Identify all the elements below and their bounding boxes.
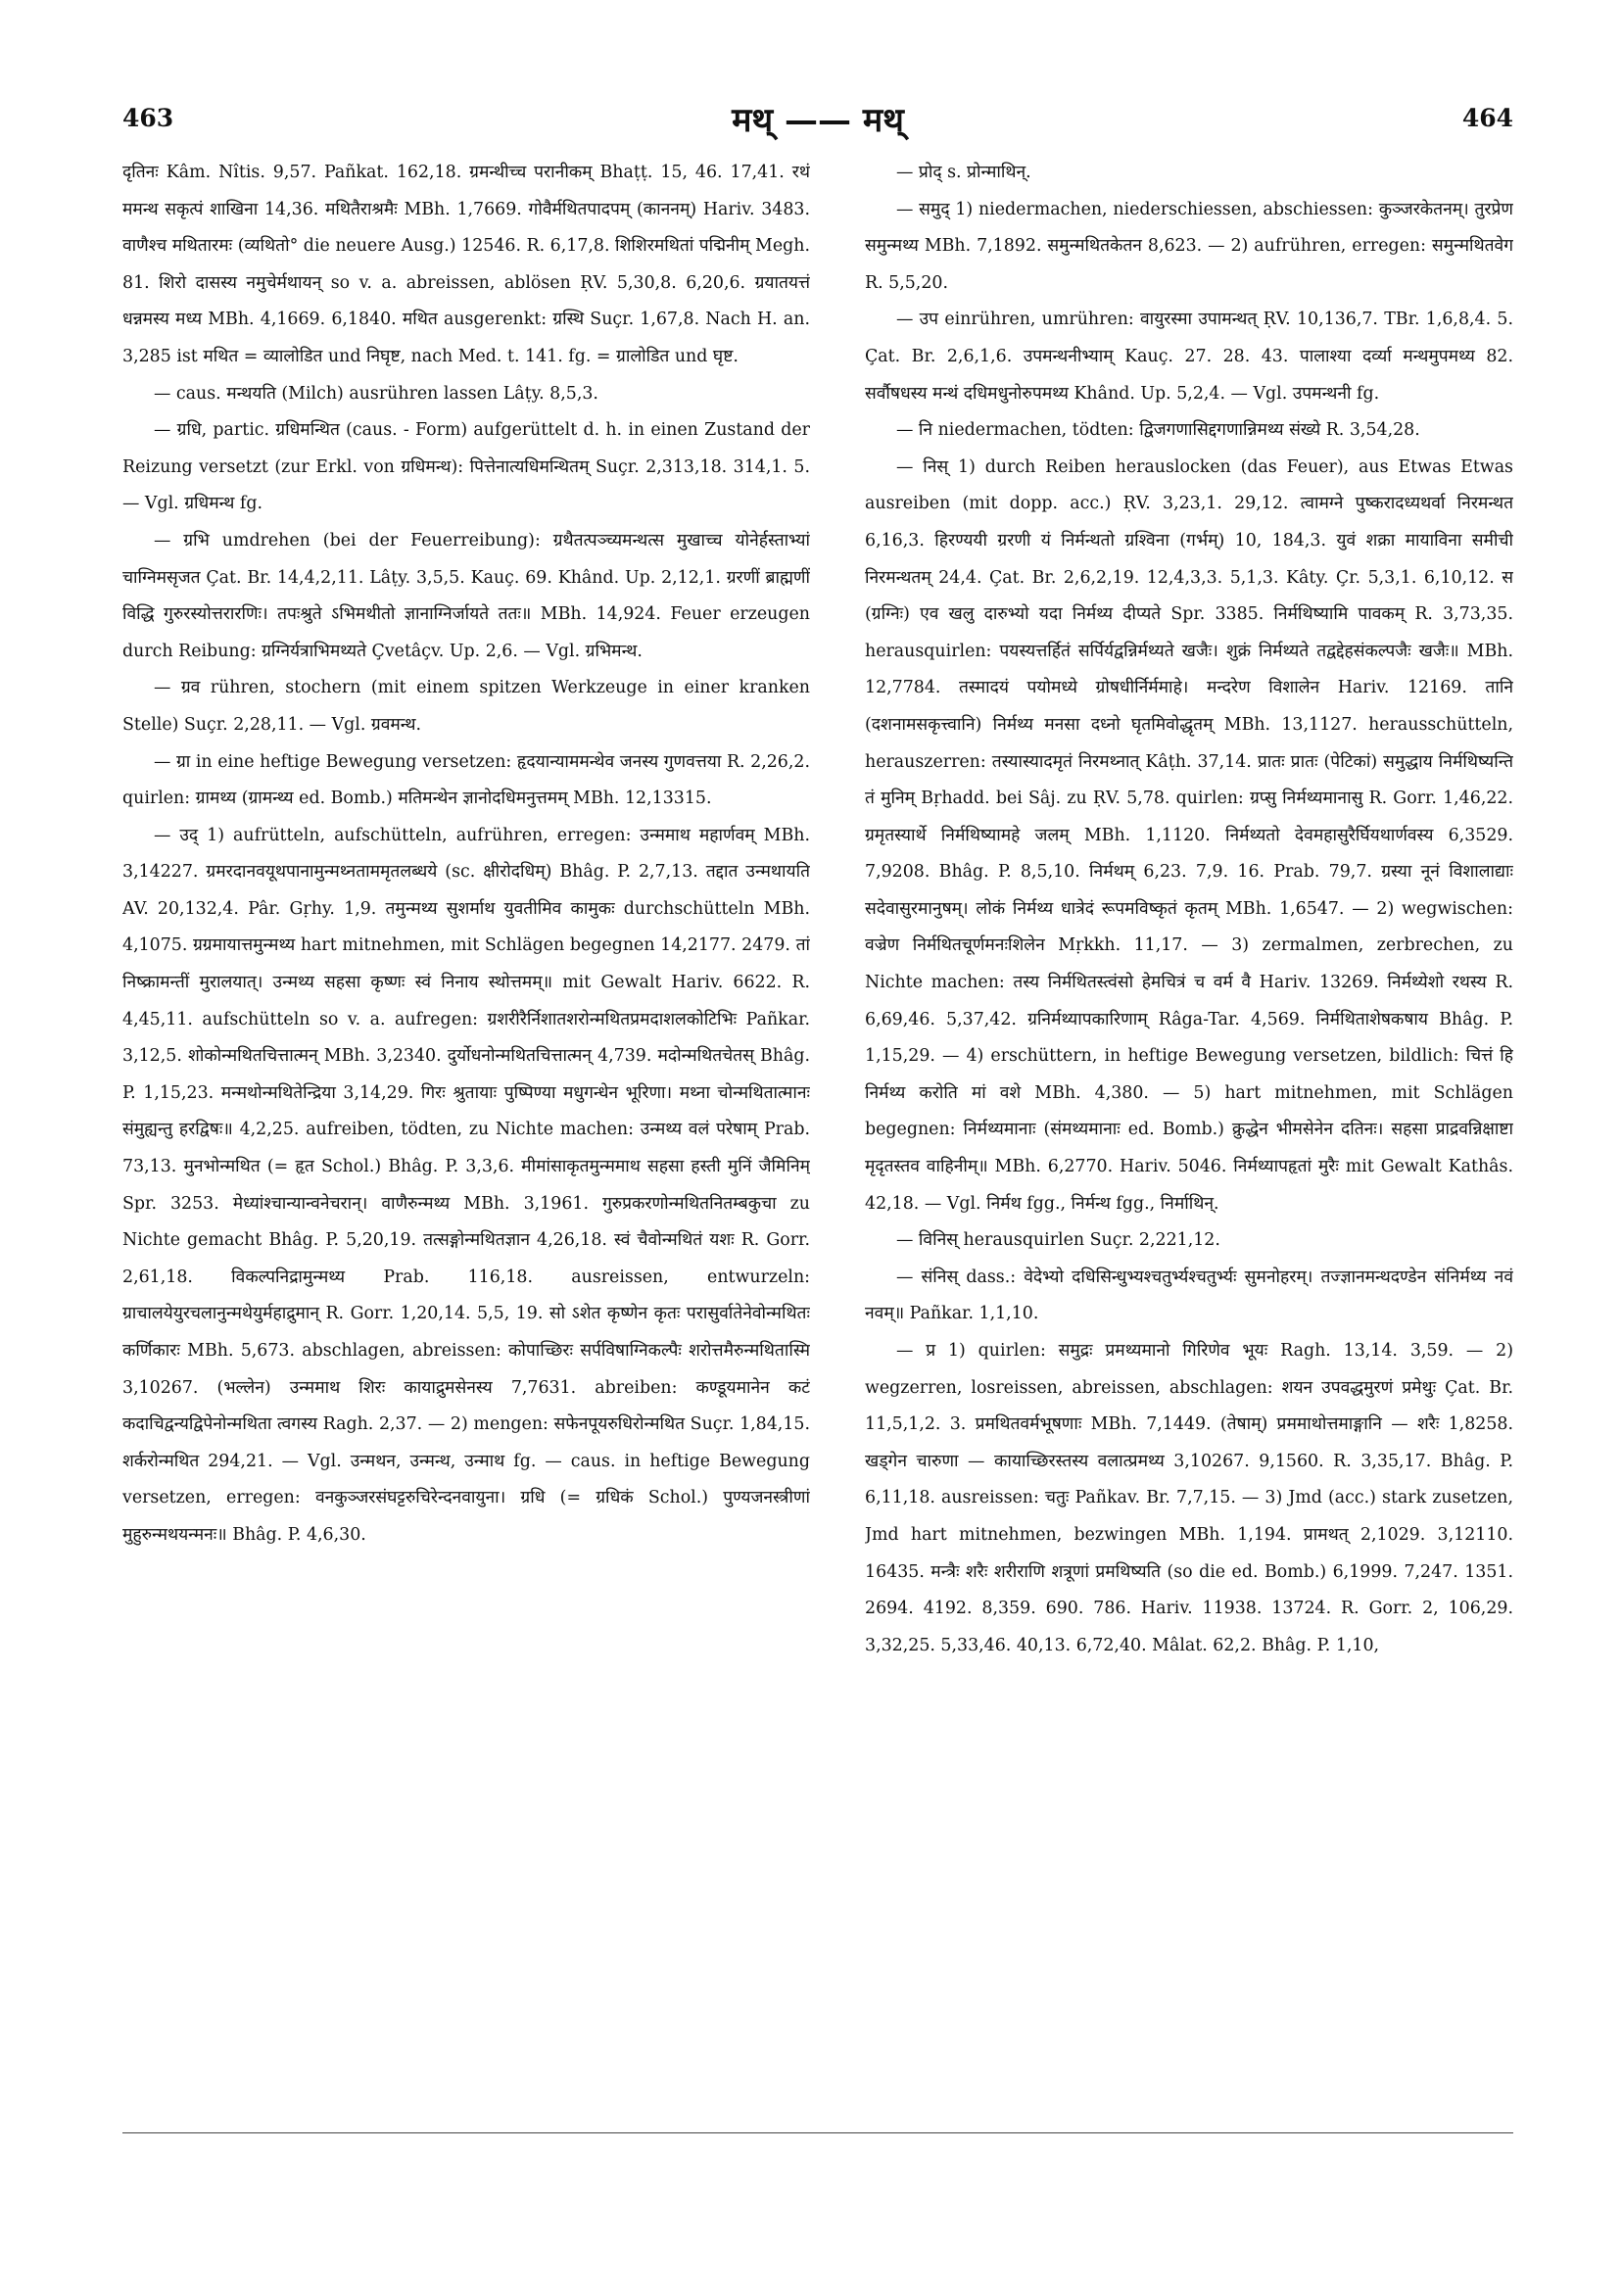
entry-paragraph: — ग्रधि, partic. ग्रधिमन्थित (caus. - Form) aufgerüttelt d. h. in einen Zustand der Reizung versetzt (zur Erkl. von ग्रधिमन्थ): पित्तेनात्यधिमन्थितम् Suçr. 2,313,18. 314,1. 5. — Vgl. ग्रधिमन्थ fg. [122,420,810,514]
entry-paragraph: — नि niedermachen, tödten: द्विजगणासिद्दगणान्निमथ्य संख्ये R. 3,54,28. [896,420,1420,441]
left-column [122,155,810,2124]
entry-paragraph: — ग्रभि umdrehen (bei der Feuerreibung): ग्रथैतत्पञ्च्यमन्थत्स मुखाच्च योनेर्हस्ताभ्यां चाग्निमसृजत Çat. Br. 14,4,2,11. Lâṭy. 3,5,5. Kauç. 69. Khând. Up. 2,12,1. ग्ररणीं ब्राह्मणीं विद्धि गुरुरस्योत्तरारणिः। तपःश्रुते ऽभिमथीतो ज्ञानाग्निर्जायते ततः॥ MBh. 14,924. Feuer erzeugen durch Reibung: ग्रग्निर्यत्राभिमथ्यते Çvetâçv. Up. 2,6. — Vgl. ग्रभिमन्थ. [122,530,810,661]
entry-paragraph: — संनिस् dass.: वेदेभ्यो दधिसिन्धुभ्यश्चतुर्भ्यश्चतुर्भ्यः सुमनोहरम्। तज्ज्ञानमन्थदण्डेन संनिर्मथ्य नवं नवम्॥ Pañkar. 1,1,10. [865,1267,1513,1324]
left-page-number: 463 [122,104,174,132]
entry-paragraph: दृतिनः Kâm. Nîtis. 9,57. Pañkat. 162,18. ग्रमन्थीच्च परानीकम् Bhaṭṭ. 15, 46. 17,41. रथं ममन्थ सकृत्पं शाखिना 14,36. मथितैराश्रमैः MBh. 1,7669. गोवैर्मथितपादपम् (काननम्) Hariv. 3483. वाणैश्च मथितारमः (व्यथितो° die neuere Ausg.) 12546. R. 6,17,8. शिशिरमथितां पद्मिनीम् Megh. 81. शिरो दासस्य नमुचेर्मथायन् so v. a. abreissen, ablösen ṚV. 5,30,8. 6,20,6. ग्रयातयत्तं धन्नमस्य मध्य MBh. 4,1669. 6,1840. मथित ausgerenkt: ग्रस्थि Suçr. 1,67,8. Nach H. an. 3,285 ist मथित = व्यालोडित und निघृष्ट, nach Med. t. 141. fg. = ग्रालोडित und घृष्ट. [122,163,810,366]
page-header [122,96,1513,139]
right-column [865,155,1513,2124]
footer-rule [122,2132,1513,2133]
running-title: मथ् —— मथ् [732,101,904,140]
entry-paragraph: — उद् 1) aufrütteln, aufschütteln, aufrühren, erregen: उन्ममाथ महार्णवम् MBh. 3,14227. ग्रमरदानवयूथपानामुन्मथ्नताममृतलब्धये (sc. क्षीरोदधिम्) Bhâg. P. 2,7,13. तद्दात उन्मथायति AV. 20,132,4. Pâr. Gṛhy. 1,9. तमुन्मथ्य सुशर्माथ युवतीमिव कामुकः durchschütteln MBh. 4,1075. ग्रग्रमायात्तमुन्मथ्य hart mitnehmen, mit Schlägen begegnen 14,2177. 2479. तां निष्क्रामन्तीं मुरालयात्। उन्मथ्य सहसा कृष्णः स्वं निनाय स्थोत्तमम्॥ mit Gewalt Hariv. 6622. R. 4,45,11. aufschütteln so v. a. aufregen: ग्रशरीरैर्निशातशरोन्मथितप्रमदाशलकोटिभिः Pañkar. 3,12,5. शोकोन्मथितचित्तात्मन् MBh. 3,2340. दुर्योधनोन्मथितचित्तात्मन् 4,739. मदोन्मथितचेतस् Bhâg. P. 1,15,23. मन्मथोन्मथितेन्द्रिया 3,14,29. गिरः श्रुतायाः पुष्पिण्या मधुगन्धेन भूरिणा। मथ्ना चोन्मथितात्मानः संमुह्यन्तु हरद्विषः॥ 4,2,25. aufreiben, tödten, zu Nichte machen: उन्मथ्य वलं परेषाम् Prab. 73,13. मुनभोन्मथित (= हृत Schol.) Bhâg. P. 3,3,6. मीमांसाकृतमुन्ममाथ सहसा हस्ती मुनिं जैमिनिम् Spr. 3253. मेध्यांश्चान्यान्वनेचरान्। वाणैरुन्मथ्य MBh. 3,1961. गुरुप्रकरणोन्मथितनितम्बकुचा zu Nichte gemacht Bhâg. P. 5,20,19. तत्सङ्गोन्मथितज्ञान 4,26,18. स्वं चैवोन्मथितं यशः R. Gorr. 2,61,18. विकल्पनिद्रामुन्मथ्य Prab. 116,18. ausreissen, entwurzeln: ग्राचालयेयुरचलानुन्मथेयुर्महाद्रुमान् R. Gorr. 1,20,14. 5,5, 19. सो ऽशेत कृष्णेन कृतः परासुर्वातेनेवोन्मथितः कर्णिकारः MBh. 5,673. abschlagen, abreissen: कोपाच्छिरः सर्पविषाग्निकल्पैः शरोत्तमैरुन्मथितास्मि 3,10267. (भल्लेन) उन्ममाथ शिरः कायाद्रुमसेनस्य 7,7631. abreiben: कण्डूयमानेन कटं कदाचिद्वन्यद्विपेनोन्मथिता त्वगस्य Ragh. 2,37. — 2) mengen: सफेनपूयरुधिरोन्मथित Suçr. 1,84,15. शर्करोन्मथित 294,21. — Vgl. उन्मथन, उन्मन्थ, उन्माथ fg. — caus. in heftige Bewegung versetzen, erregen: वनकुञ्जरसंघट्टरुचिरेन्दनवायुना। ग्रधि (= ग्रधिकं Schol.) पुण्यजनस्त्रीणां मुहुरुन्मथयन्मनः॥ Bhâg. P. 4,6,30. [122,825,810,1545]
entry-paragraph: — ग्रा in eine heftige Bewegung versetzen: हृदयान्याममन्थेव जनस्य गुणवत्तया R. 2,26,2. quirlen: ग्रामथ्य (ग्रामन्थ्य ed. Bomb.) मतिमन्थेन ज्ञानोदधिमनुत्तमम् MBh. 12,13315. [122,751,810,809]
entry-paragraph: — विनिस् herausquirlen Suçr. 2,221,12. [896,1230,1220,1251]
entry-paragraph: — ग्रव rühren, stochern (mit einem spitzen Werkzeuge in einer kranken Stelle) Suçr. 2,28,11. — Vgl. ग्रवमन्थ. [122,678,810,735]
right-page-number: 464 [1461,104,1513,132]
entry-paragraph: — प्र 1) quirlen: समुद्रः प्रमथ्यमानो गिरिणेव भूयः Ragh. 13,14. 3,59. — 2) wegzerren, losreissen, abreissen, abschlagen: शयन उपवद्धमुरणं प्रमेथुः Çat. Br. 11,5,1,2. 3. प्रमथितवर्मभूषणाः MBh. 7,1449. (तेषाम्) प्रममाथोत्तमाङ्गानि — शरैः 1,8258. खड्गेन चारुणा — कायाच्छिरस्तस्य वलात्प्रमथ्य 3,10267. 9,1560. R. 3,35,17. Bhâg. P. 6,11,18. ausreissen: चतुः Pañkav. Br. 7,7,15. — 3) Jmd (acc.) stark zusetzen, Jmd hart mitnehmen, bezwingen MBh. 1,194. प्रामथत् 2,1029. 3,12110. 16435. मन्त्रैः शरैः शरीराणि शत्रूणां प्रमथिष्यति (so die ed. Bomb.) 6,1999. 7,247. 1351. 2694. 4192. 8,359. 690. 786. Hariv. 11938. 13724. R. Gorr. 2, 106,29. 3,32,25. 5,33,46. 40,13. 6,72,40. Mâlat. 62,2. Bhâg. P. 1,10, [865,1341,1513,1655]
entry-paragraph: — प्रोद् s. प्रोन्माथिन्. [896,163,1031,182]
entry-paragraph: — caus. मन्थयति (Milch) ausrühren lassen Lâṭy. 8,5,3. [154,383,598,404]
entry-paragraph: — उप einrühren, umrühren: वायुरस्मा उपामन्थत् ṚV. 10,136,7. TBr. 1,6,8,4. 5. Çat. Br. 2,6,1,6. उपमन्थनीभ्याम् Kauç. 27. 28. 43. पालाश्या दर्व्या मन्थमुपमथ्य 82. सर्वौषधस्य मन्थं दधिमधुनोरुपमथ्य Khând. Up. 5,2,4. — Vgl. उपमन्थनी fg. [865,310,1513,404]
entry-paragraph: — निस् 1) durch Reiben herauslocken (das Feuer), aus Etwas Etwas ausreiben (mit dopp. acc.) ṚV. 3,23,1. 29,12. त्वामग्ने पुष्करादध्यथर्वा निरमन्थत 6,16,3. हिरण्ययी ग्ररणी यं निर्मन्थतो ग्रश्विना (गर्भम्) 10, 184,3. युवं शक्रा मायाविना समीची निरमन्थतम् 24,4. Çat. Br. 2,6,2,19. 12,4,3,3. 5,1,3. Kâty. Çr. 5,3,1. 6,10,12. स (ग्रग्निः) एव खलु दारुभ्यो यदा निर्मथ्य दीप्यते Spr. 3385. निर्मथिष्यामि पावकम् R. 3,73,35. herausquirlen: पयस्यत्तर्हितं सर्पिर्यद्वन्निर्मथ्यते खजैः। शुक्रं निर्मथ्यते तद्वद्देहसंकल्पजैः खजैः॥ MBh. 12,7784. तस्मादयं पयोमध्ये ग्रोषधीर्निर्ममाहे। मन्दरेण विशालेन Hariv. 12169. तानि (दशनामसकृत्त्वानि) निर्मथ्य मनसा दध्नो घृतमिवोद्धृतम् MBh. 13,1127. herausschütteln, herauszerren: तस्यास्यादमृतं निरमथ्नात् Kâṭh. 37,14. प्रातः प्रातः (पेटिकां) समुद्धाय निर्मथिष्यन्ति तं मुनिम् Bṛhadd. bei Sâj. zu ṚV. 5,78. quirlen: ग्रप्सु निर्मथ्यमानासु R. Gorr. 1,46,22. ग्रमृतस्यार्थे निर्मथिष्यामहे जलम् MBh. 1,1120. निर्मथ्यतो देवमहासुरैर्घियथार्णवस्य 6,3529. 7,9208. Bhâg. P. 8,5,10. निर्मथम् 6,23. 7,9. 16. Prab. 79,7. ग्रस्या नूनं विशालाद्याः सदेवासुरमानुषम्। लोकं निर्मथ्य धात्रेदं रूपमविष्कृतं कृतम् MBh. 1,6547. — 2) wegwischen: वज्रेण निर्मथितचूर्णमनःशिलेन Mṛkkh. 11,17. — 3) zermalmen, zerbrechen, zu Nichte machen: तस्य निर्मथितस्त्वंसो हेमचित्रं च वर्म वै Hariv. 13269. निर्मथ्येशो रथस्य R. 6,69,46. 5,37,42. ग्रनिर्मथ्यापकारिणाम् Râga-Tar. 4,569. निर्मथिताशेषकषाय Bhâg. P. 1,15,29. — 4) erschüttern, in heftige Bewegung versetzen, bildlich: चित्तं हि निर्मथ्य करोति मां वशे MBh. 4,380. — 5) hart mitnehmen, mit Schlägen begegnen: निर्मथ्यमानाः (संमथ्यमानाः ed. Bomb.) क्रुद्धेन भीमसेनेन दतिनः। सहसा प्राद्रवन्निक्षाष्टा मृदृतस्तव वाहिनीम्॥ MBh. 6,2770. Hariv. 5046. निर्मथ्यापहृतां मुरैः mit Gewalt Kathâs. 42,18. — Vgl. निर्मथ fgg., निर्मन्थ fgg., निर्माथिन्. [865,456,1513,1214]
entry-paragraph: — समुद् 1) niedermachen, niederschiessen, abschiessen: कुञ्जरकेतनम्। तुरप्रेण समुन्मथ्य MBh. 7,1892. समुन्मथितकेतन 8,623. — 2) aufrühren, erregen: समुन्मथितवेग R. 5,5,20. [865,199,1513,293]
